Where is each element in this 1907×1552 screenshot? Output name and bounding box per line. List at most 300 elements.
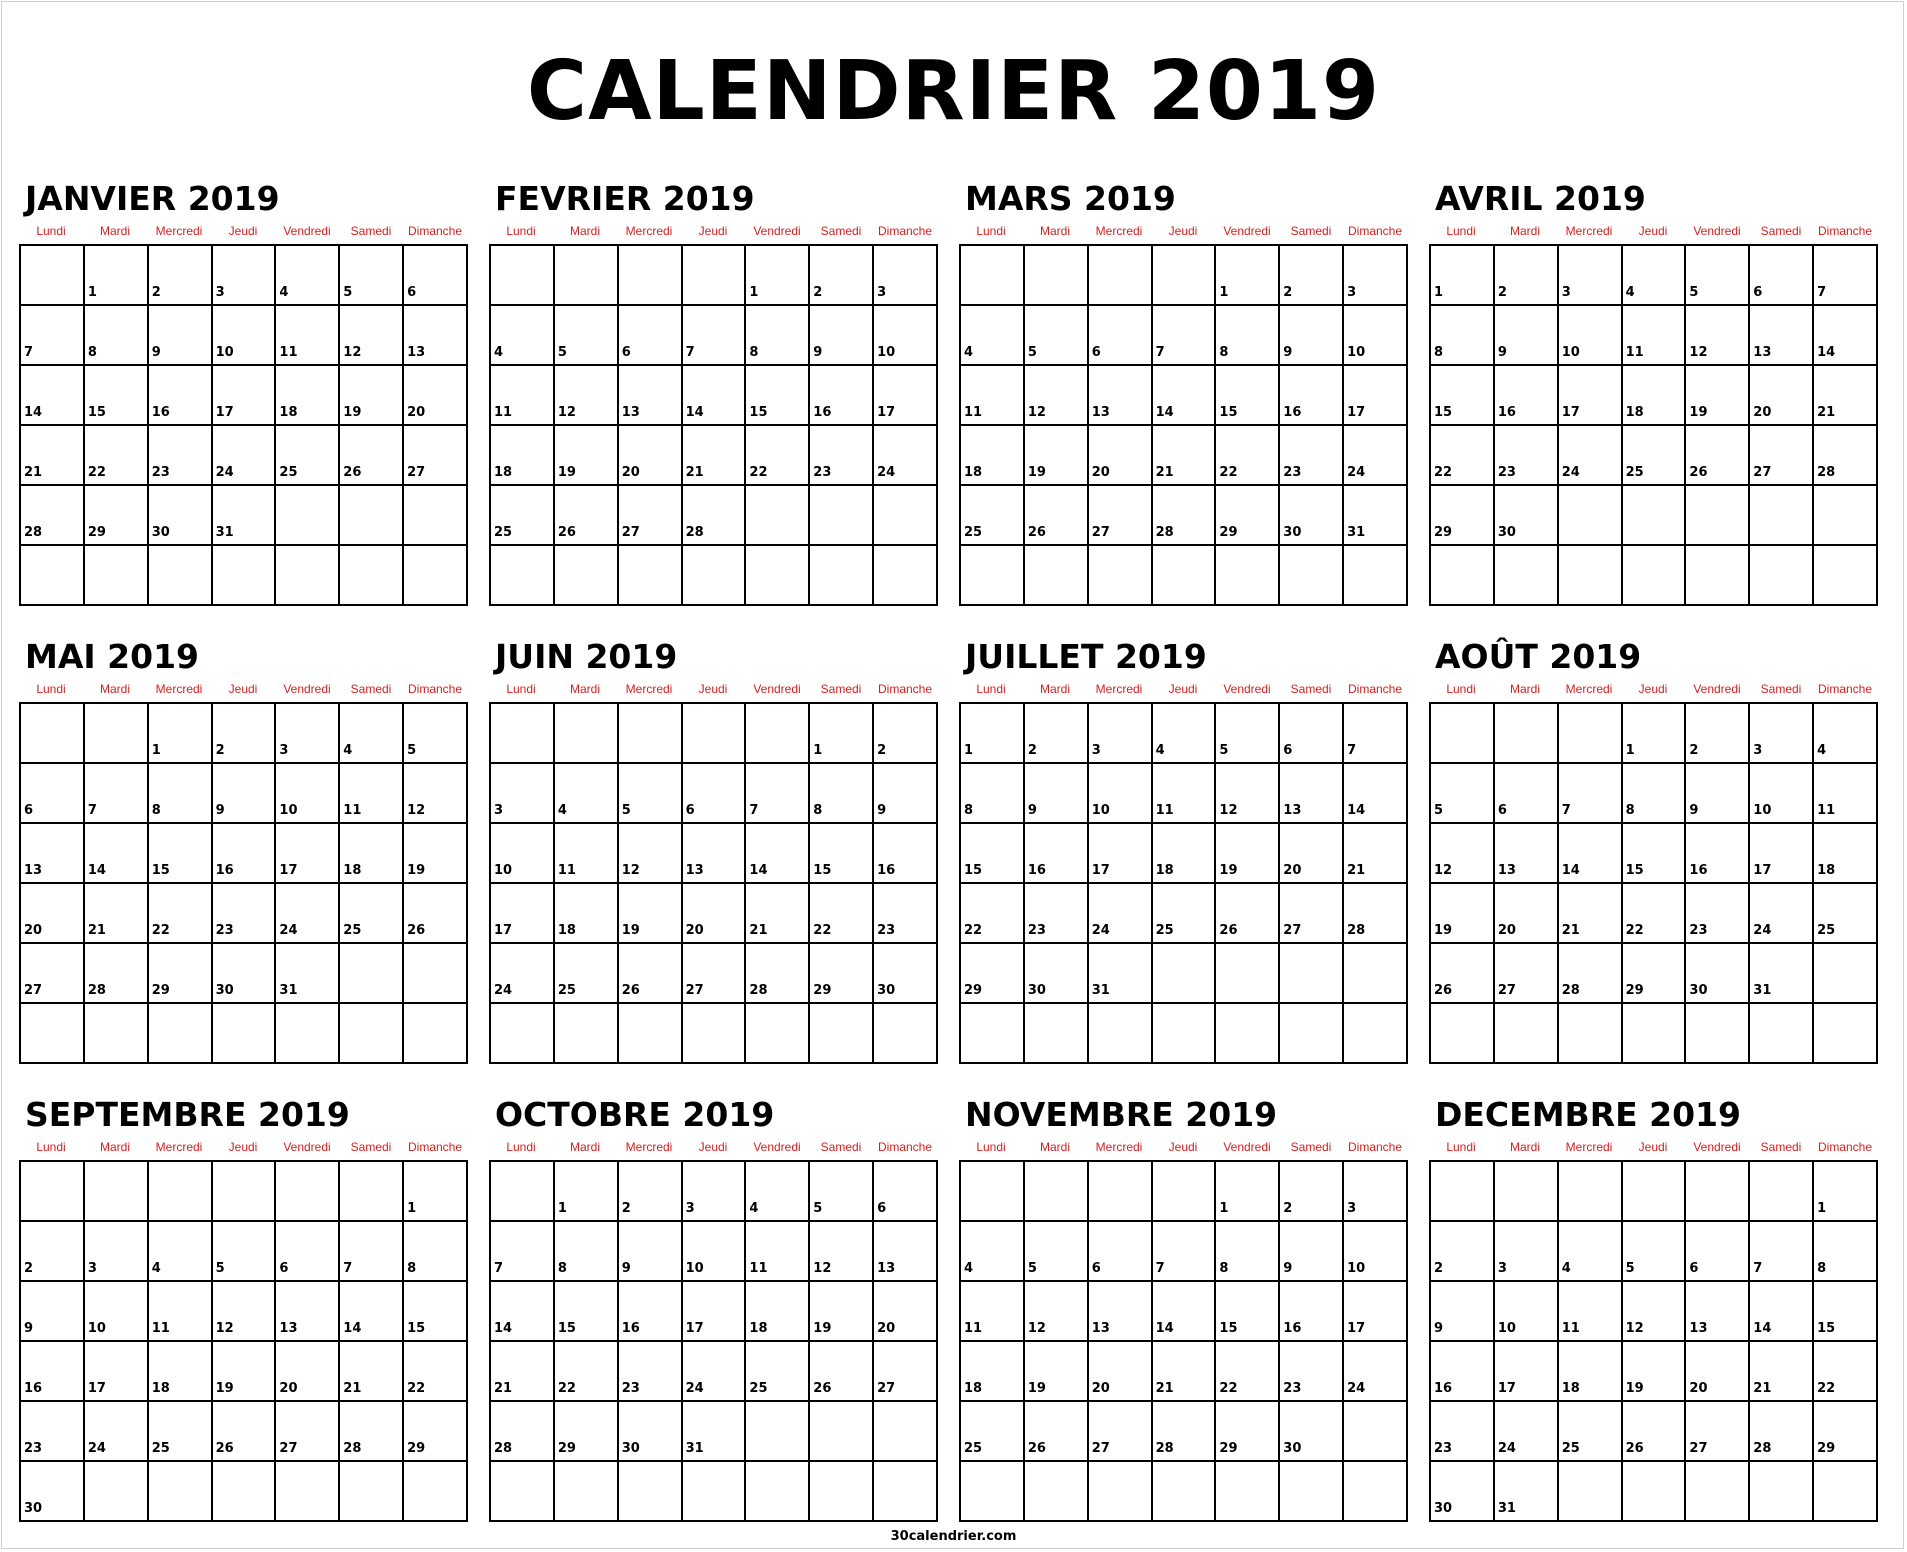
day-cell bbox=[1750, 366, 1814, 426]
day-number: 4 bbox=[749, 1201, 759, 1216]
day-cell bbox=[1431, 486, 1495, 546]
day-cell bbox=[1814, 944, 1878, 1004]
day-cell bbox=[1495, 944, 1559, 1004]
day-cell bbox=[619, 1162, 683, 1222]
day-number: 18 bbox=[749, 1321, 768, 1336]
day-number: 21 bbox=[1155, 465, 1174, 480]
day-number: 9 bbox=[1434, 1321, 1444, 1336]
day-number: 26 bbox=[1219, 923, 1238, 938]
day-cell bbox=[85, 1402, 149, 1462]
day-number: 22 bbox=[87, 465, 106, 480]
day-cell bbox=[491, 1462, 555, 1522]
day-number: 26 bbox=[621, 983, 640, 998]
day-cell bbox=[491, 1342, 555, 1402]
day-number: 18 bbox=[1561, 1381, 1580, 1396]
day-number: 17 bbox=[87, 1381, 106, 1396]
day-number: 3 bbox=[1347, 1201, 1357, 1216]
day-cell bbox=[491, 944, 555, 1004]
day-cell bbox=[149, 1282, 213, 1342]
day-cell bbox=[1559, 486, 1623, 546]
day-number: 5 bbox=[1027, 1261, 1037, 1276]
weekday-label: Mercredi bbox=[1565, 682, 1613, 696]
day-number: 3 bbox=[1091, 743, 1101, 758]
day-cell bbox=[1686, 1282, 1750, 1342]
day-number: 13 bbox=[407, 345, 426, 360]
day-number: 23 bbox=[877, 923, 896, 938]
day-number: 7 bbox=[1753, 1261, 1763, 1276]
day-number: 25 bbox=[151, 1441, 170, 1456]
day-number: 5 bbox=[407, 743, 417, 758]
month-decembre bbox=[1429, 1094, 1881, 1524]
weekday-label: Samedi bbox=[820, 682, 862, 696]
day-number: 16 bbox=[1283, 405, 1302, 420]
day-number: 2 bbox=[215, 743, 225, 758]
weekday-header-row bbox=[959, 1140, 1408, 1154]
day-number: 8 bbox=[557, 1261, 567, 1276]
weekday-label: Lundi bbox=[1446, 224, 1476, 238]
day-cell bbox=[961, 246, 1025, 306]
day-cell bbox=[1280, 884, 1344, 944]
day-cell bbox=[619, 546, 683, 606]
day-number: 7 bbox=[1347, 743, 1357, 758]
day-cell bbox=[810, 546, 874, 606]
day-cell bbox=[1089, 1342, 1153, 1402]
day-number: 10 bbox=[1091, 803, 1110, 818]
weekday-label: Lundi bbox=[976, 1140, 1006, 1154]
day-cell bbox=[1153, 306, 1217, 366]
day-cell bbox=[149, 246, 213, 306]
day-cell bbox=[1623, 486, 1687, 546]
day-cell bbox=[961, 944, 1025, 1004]
day-number: 17 bbox=[494, 923, 513, 938]
day-number: 8 bbox=[1219, 345, 1229, 360]
day-cell bbox=[1153, 764, 1217, 824]
day-number: 6 bbox=[1689, 1261, 1699, 1276]
day-number: 21 bbox=[1155, 1381, 1174, 1396]
day-cell bbox=[149, 944, 213, 1004]
day-cell bbox=[1750, 246, 1814, 306]
day-cell bbox=[683, 1402, 747, 1462]
day-number: 9 bbox=[215, 803, 225, 818]
weekday-label: Mardi bbox=[1509, 224, 1540, 238]
day-number: 9 bbox=[1283, 345, 1293, 360]
day-cell bbox=[810, 1462, 874, 1522]
day-number: 25 bbox=[1817, 923, 1836, 938]
day-number: 24 bbox=[685, 1381, 704, 1396]
day-number: 5 bbox=[1219, 743, 1229, 758]
day-cell bbox=[1216, 764, 1280, 824]
day-cell bbox=[21, 764, 85, 824]
day-cell bbox=[1280, 1282, 1344, 1342]
day-number: 8 bbox=[1219, 1261, 1229, 1276]
day-cell bbox=[1495, 246, 1559, 306]
day-cell bbox=[1559, 1402, 1623, 1462]
day-number: 20 bbox=[279, 1381, 298, 1396]
day-cell bbox=[1623, 704, 1687, 764]
month-grid bbox=[959, 244, 1408, 606]
day-number: 10 bbox=[279, 803, 298, 818]
day-cell bbox=[1280, 1222, 1344, 1282]
month-title: JUILLET 2019 bbox=[965, 637, 1207, 676]
day-cell bbox=[1623, 306, 1687, 366]
day-cell bbox=[340, 366, 404, 426]
day-cell bbox=[1623, 944, 1687, 1004]
day-cell bbox=[276, 486, 340, 546]
day-cell bbox=[1089, 366, 1153, 426]
day-cell bbox=[683, 246, 747, 306]
day-cell bbox=[340, 1282, 404, 1342]
day-cell bbox=[213, 1282, 277, 1342]
day-number: 21 bbox=[749, 923, 768, 938]
day-cell bbox=[683, 1282, 747, 1342]
weekday-label: Vendredi bbox=[1223, 682, 1271, 696]
day-number: 15 bbox=[1625, 863, 1644, 878]
day-cell bbox=[1750, 1162, 1814, 1222]
day-number: 13 bbox=[621, 405, 640, 420]
day-number: 26 bbox=[1689, 465, 1708, 480]
day-cell bbox=[1495, 426, 1559, 486]
day-number: 12 bbox=[1689, 345, 1708, 360]
day-number: 26 bbox=[813, 1381, 832, 1396]
day-cell bbox=[961, 1402, 1025, 1462]
day-number: 13 bbox=[1753, 345, 1772, 360]
day-cell bbox=[1344, 1342, 1408, 1402]
day-cell bbox=[1559, 366, 1623, 426]
day-cell bbox=[1750, 1462, 1814, 1522]
day-cell bbox=[1280, 1162, 1344, 1222]
day-number: 10 bbox=[1347, 345, 1366, 360]
day-cell bbox=[1750, 884, 1814, 944]
day-cell bbox=[1089, 1462, 1153, 1522]
day-cell bbox=[213, 366, 277, 426]
day-cell bbox=[1089, 824, 1153, 884]
day-number: 15 bbox=[813, 863, 832, 878]
day-number: 30 bbox=[877, 983, 896, 998]
weekday-label: Jeudi bbox=[698, 682, 728, 696]
day-number: 3 bbox=[1497, 1261, 1507, 1276]
weekday-label: Dimanche bbox=[1817, 1140, 1873, 1154]
day-number: 15 bbox=[87, 405, 106, 420]
day-cell bbox=[1153, 944, 1217, 1004]
day-number: 2 bbox=[1283, 1201, 1293, 1216]
day-number: 24 bbox=[215, 465, 234, 480]
day-cell bbox=[1686, 884, 1750, 944]
day-cell bbox=[810, 1222, 874, 1282]
day-number: 4 bbox=[1561, 1261, 1571, 1276]
day-number: 10 bbox=[1753, 803, 1772, 818]
day-cell bbox=[1431, 1004, 1495, 1064]
day-cell bbox=[619, 1282, 683, 1342]
day-cell bbox=[1495, 1282, 1559, 1342]
day-cell bbox=[1623, 1402, 1687, 1462]
day-cell bbox=[961, 1342, 1025, 1402]
day-cell bbox=[874, 1004, 938, 1064]
day-cell bbox=[874, 246, 938, 306]
day-cell bbox=[1153, 1342, 1217, 1402]
day-number: 4 bbox=[494, 345, 504, 360]
day-cell bbox=[555, 1342, 619, 1402]
day-cell bbox=[961, 1222, 1025, 1282]
day-cell bbox=[1814, 486, 1878, 546]
day-cell bbox=[276, 246, 340, 306]
day-number: 23 bbox=[1283, 465, 1302, 480]
day-number: 10 bbox=[877, 345, 896, 360]
day-cell bbox=[555, 884, 619, 944]
day-cell bbox=[746, 1462, 810, 1522]
month-grid bbox=[959, 702, 1408, 1064]
day-number: 20 bbox=[685, 923, 704, 938]
day-number: 19 bbox=[215, 1381, 234, 1396]
day-cell bbox=[491, 764, 555, 824]
day-cell bbox=[213, 1402, 277, 1462]
month-grid bbox=[19, 1160, 468, 1522]
day-cell bbox=[1623, 884, 1687, 944]
day-cell bbox=[1559, 884, 1623, 944]
day-cell bbox=[1280, 944, 1344, 1004]
day-number: 14 bbox=[1155, 1321, 1174, 1336]
day-number: 6 bbox=[1753, 285, 1763, 300]
day-number: 13 bbox=[1283, 803, 1302, 818]
day-cell bbox=[1431, 1402, 1495, 1462]
day-number: 4 bbox=[1625, 285, 1635, 300]
day-cell bbox=[404, 426, 468, 486]
day-number: 4 bbox=[279, 285, 289, 300]
weekday-label: Vendredi bbox=[283, 1140, 331, 1154]
day-cell bbox=[683, 944, 747, 1004]
day-number: 29 bbox=[1625, 983, 1644, 998]
day-cell bbox=[683, 1222, 747, 1282]
day-cell bbox=[746, 366, 810, 426]
day-number: 16 bbox=[151, 405, 170, 420]
day-cell bbox=[746, 426, 810, 486]
day-number: 18 bbox=[964, 1381, 983, 1396]
weekday-label: Mardi bbox=[1039, 1140, 1070, 1154]
day-number: 7 bbox=[494, 1261, 504, 1276]
day-cell bbox=[1216, 1004, 1280, 1064]
day-number: 8 bbox=[749, 345, 759, 360]
day-number: 6 bbox=[407, 285, 417, 300]
day-number: 27 bbox=[685, 983, 704, 998]
day-cell bbox=[1750, 764, 1814, 824]
day-cell bbox=[1280, 704, 1344, 764]
day-cell bbox=[1559, 944, 1623, 1004]
day-number: 18 bbox=[343, 863, 362, 878]
day-number: 15 bbox=[1817, 1321, 1836, 1336]
day-number: 16 bbox=[1434, 1381, 1453, 1396]
day-number: 18 bbox=[1817, 863, 1836, 878]
day-cell bbox=[1559, 1004, 1623, 1064]
day-cell bbox=[683, 1162, 747, 1222]
day-number: 6 bbox=[24, 803, 34, 818]
day-number: 20 bbox=[24, 923, 43, 938]
day-number: 15 bbox=[151, 863, 170, 878]
day-number: 31 bbox=[1347, 525, 1366, 540]
day-number: 25 bbox=[749, 1381, 768, 1396]
day-cell bbox=[276, 1342, 340, 1402]
day-number: 19 bbox=[813, 1321, 832, 1336]
day-cell bbox=[1559, 426, 1623, 486]
day-number: 25 bbox=[1155, 923, 1174, 938]
day-cell bbox=[491, 246, 555, 306]
weekday-label: Lundi bbox=[976, 224, 1006, 238]
day-cell bbox=[1686, 1462, 1750, 1522]
day-cell bbox=[85, 824, 149, 884]
day-cell bbox=[1025, 306, 1089, 366]
day-cell bbox=[1495, 1462, 1559, 1522]
day-cell bbox=[1431, 1282, 1495, 1342]
day-number: 8 bbox=[813, 803, 823, 818]
day-number: 27 bbox=[407, 465, 426, 480]
day-cell bbox=[85, 884, 149, 944]
day-cell bbox=[746, 1222, 810, 1282]
day-cell bbox=[149, 824, 213, 884]
day-cell bbox=[1025, 246, 1089, 306]
day-cell bbox=[1025, 1222, 1089, 1282]
day-number: 6 bbox=[1091, 1261, 1101, 1276]
day-cell bbox=[149, 1462, 213, 1522]
day-number: 24 bbox=[1561, 465, 1580, 480]
day-cell bbox=[1280, 366, 1344, 426]
day-cell bbox=[1431, 764, 1495, 824]
weekday-label: Mardi bbox=[569, 1140, 600, 1154]
day-cell bbox=[555, 1282, 619, 1342]
day-number: 30 bbox=[1027, 983, 1046, 998]
weekday-label: Jeudi bbox=[1638, 682, 1668, 696]
day-number: 7 bbox=[749, 803, 759, 818]
day-number: 17 bbox=[1497, 1381, 1516, 1396]
day-cell bbox=[491, 1402, 555, 1462]
day-number: 13 bbox=[1689, 1321, 1708, 1336]
weekday-label: Lundi bbox=[36, 224, 66, 238]
month-aout bbox=[1429, 636, 1881, 1066]
day-cell bbox=[85, 1282, 149, 1342]
day-number: 28 bbox=[1561, 983, 1580, 998]
day-cell bbox=[21, 944, 85, 1004]
day-number: 1 bbox=[557, 1201, 567, 1216]
day-cell bbox=[21, 546, 85, 606]
weekday-label: Samedi bbox=[820, 1140, 862, 1154]
day-cell bbox=[746, 1342, 810, 1402]
day-cell bbox=[1089, 1162, 1153, 1222]
day-number: 26 bbox=[407, 923, 426, 938]
day-cell bbox=[85, 546, 149, 606]
day-number: 1 bbox=[1434, 285, 1444, 300]
day-number: 7 bbox=[1155, 345, 1165, 360]
weekday-label: Dimanche bbox=[407, 682, 463, 696]
day-cell bbox=[961, 764, 1025, 824]
day-number: 20 bbox=[1091, 465, 1110, 480]
day-number: 12 bbox=[1434, 863, 1453, 878]
day-number: 23 bbox=[1689, 923, 1708, 938]
day-cell bbox=[555, 246, 619, 306]
day-number: 13 bbox=[1091, 405, 1110, 420]
weekday-label: Jeudi bbox=[1168, 1140, 1198, 1154]
day-cell bbox=[1686, 704, 1750, 764]
day-cell bbox=[810, 246, 874, 306]
day-cell bbox=[1559, 546, 1623, 606]
day-cell bbox=[491, 426, 555, 486]
day-cell bbox=[1216, 884, 1280, 944]
day-cell bbox=[1344, 1162, 1408, 1222]
weekday-label: Vendredi bbox=[1223, 1140, 1271, 1154]
day-cell bbox=[874, 884, 938, 944]
day-cell bbox=[961, 1462, 1025, 1522]
weekday-header-row bbox=[489, 1140, 938, 1154]
day-cell bbox=[1623, 426, 1687, 486]
day-number: 27 bbox=[1497, 983, 1516, 998]
day-cell bbox=[213, 884, 277, 944]
day-cell bbox=[1623, 366, 1687, 426]
day-number: 20 bbox=[1689, 1381, 1708, 1396]
day-number: 16 bbox=[1497, 405, 1516, 420]
day-number: 20 bbox=[621, 465, 640, 480]
day-cell bbox=[619, 246, 683, 306]
weekday-label: Mardi bbox=[1039, 682, 1070, 696]
day-cell bbox=[85, 246, 149, 306]
day-cell bbox=[1750, 426, 1814, 486]
weekday-label: Vendredi bbox=[1693, 682, 1741, 696]
day-cell bbox=[810, 1342, 874, 1402]
day-cell bbox=[85, 426, 149, 486]
day-cell bbox=[810, 1004, 874, 1064]
day-cell bbox=[1025, 1462, 1089, 1522]
day-cell bbox=[404, 486, 468, 546]
day-cell bbox=[1814, 246, 1878, 306]
day-number: 8 bbox=[87, 345, 97, 360]
day-cell bbox=[340, 764, 404, 824]
day-number: 17 bbox=[877, 405, 896, 420]
day-number: 1 bbox=[813, 743, 823, 758]
day-cell bbox=[1559, 1162, 1623, 1222]
day-cell bbox=[1686, 306, 1750, 366]
day-number: 19 bbox=[1027, 465, 1046, 480]
day-cell bbox=[85, 1162, 149, 1222]
day-number: 12 bbox=[813, 1261, 832, 1276]
month-mars bbox=[959, 178, 1411, 608]
day-cell bbox=[404, 884, 468, 944]
day-number: 29 bbox=[813, 983, 832, 998]
day-cell bbox=[1280, 306, 1344, 366]
day-number: 19 bbox=[407, 863, 426, 878]
weekday-label: Dimanche bbox=[1347, 682, 1403, 696]
day-cell bbox=[85, 366, 149, 426]
day-cell bbox=[1216, 546, 1280, 606]
day-cell bbox=[874, 366, 938, 426]
day-cell bbox=[1750, 944, 1814, 1004]
day-cell bbox=[1814, 1342, 1878, 1402]
day-cell bbox=[1344, 486, 1408, 546]
day-cell bbox=[276, 704, 340, 764]
day-cell bbox=[1025, 944, 1089, 1004]
weekday-header-row bbox=[1429, 1140, 1878, 1154]
day-cell bbox=[1431, 426, 1495, 486]
weekday-label: Samedi bbox=[350, 682, 392, 696]
day-number: 3 bbox=[877, 285, 887, 300]
day-number: 10 bbox=[685, 1261, 704, 1276]
day-cell bbox=[1623, 824, 1687, 884]
day-cell bbox=[1750, 1222, 1814, 1282]
weekday-label: Lundi bbox=[1446, 682, 1476, 696]
day-number: 23 bbox=[151, 465, 170, 480]
day-number: 20 bbox=[1753, 405, 1772, 420]
day-number: 16 bbox=[877, 863, 896, 878]
day-number: 26 bbox=[1625, 1441, 1644, 1456]
day-number: 1 bbox=[749, 285, 759, 300]
weekday-label: Dimanche bbox=[1817, 682, 1873, 696]
day-cell bbox=[961, 824, 1025, 884]
day-number: 7 bbox=[1155, 1261, 1165, 1276]
day-cell bbox=[1089, 944, 1153, 1004]
